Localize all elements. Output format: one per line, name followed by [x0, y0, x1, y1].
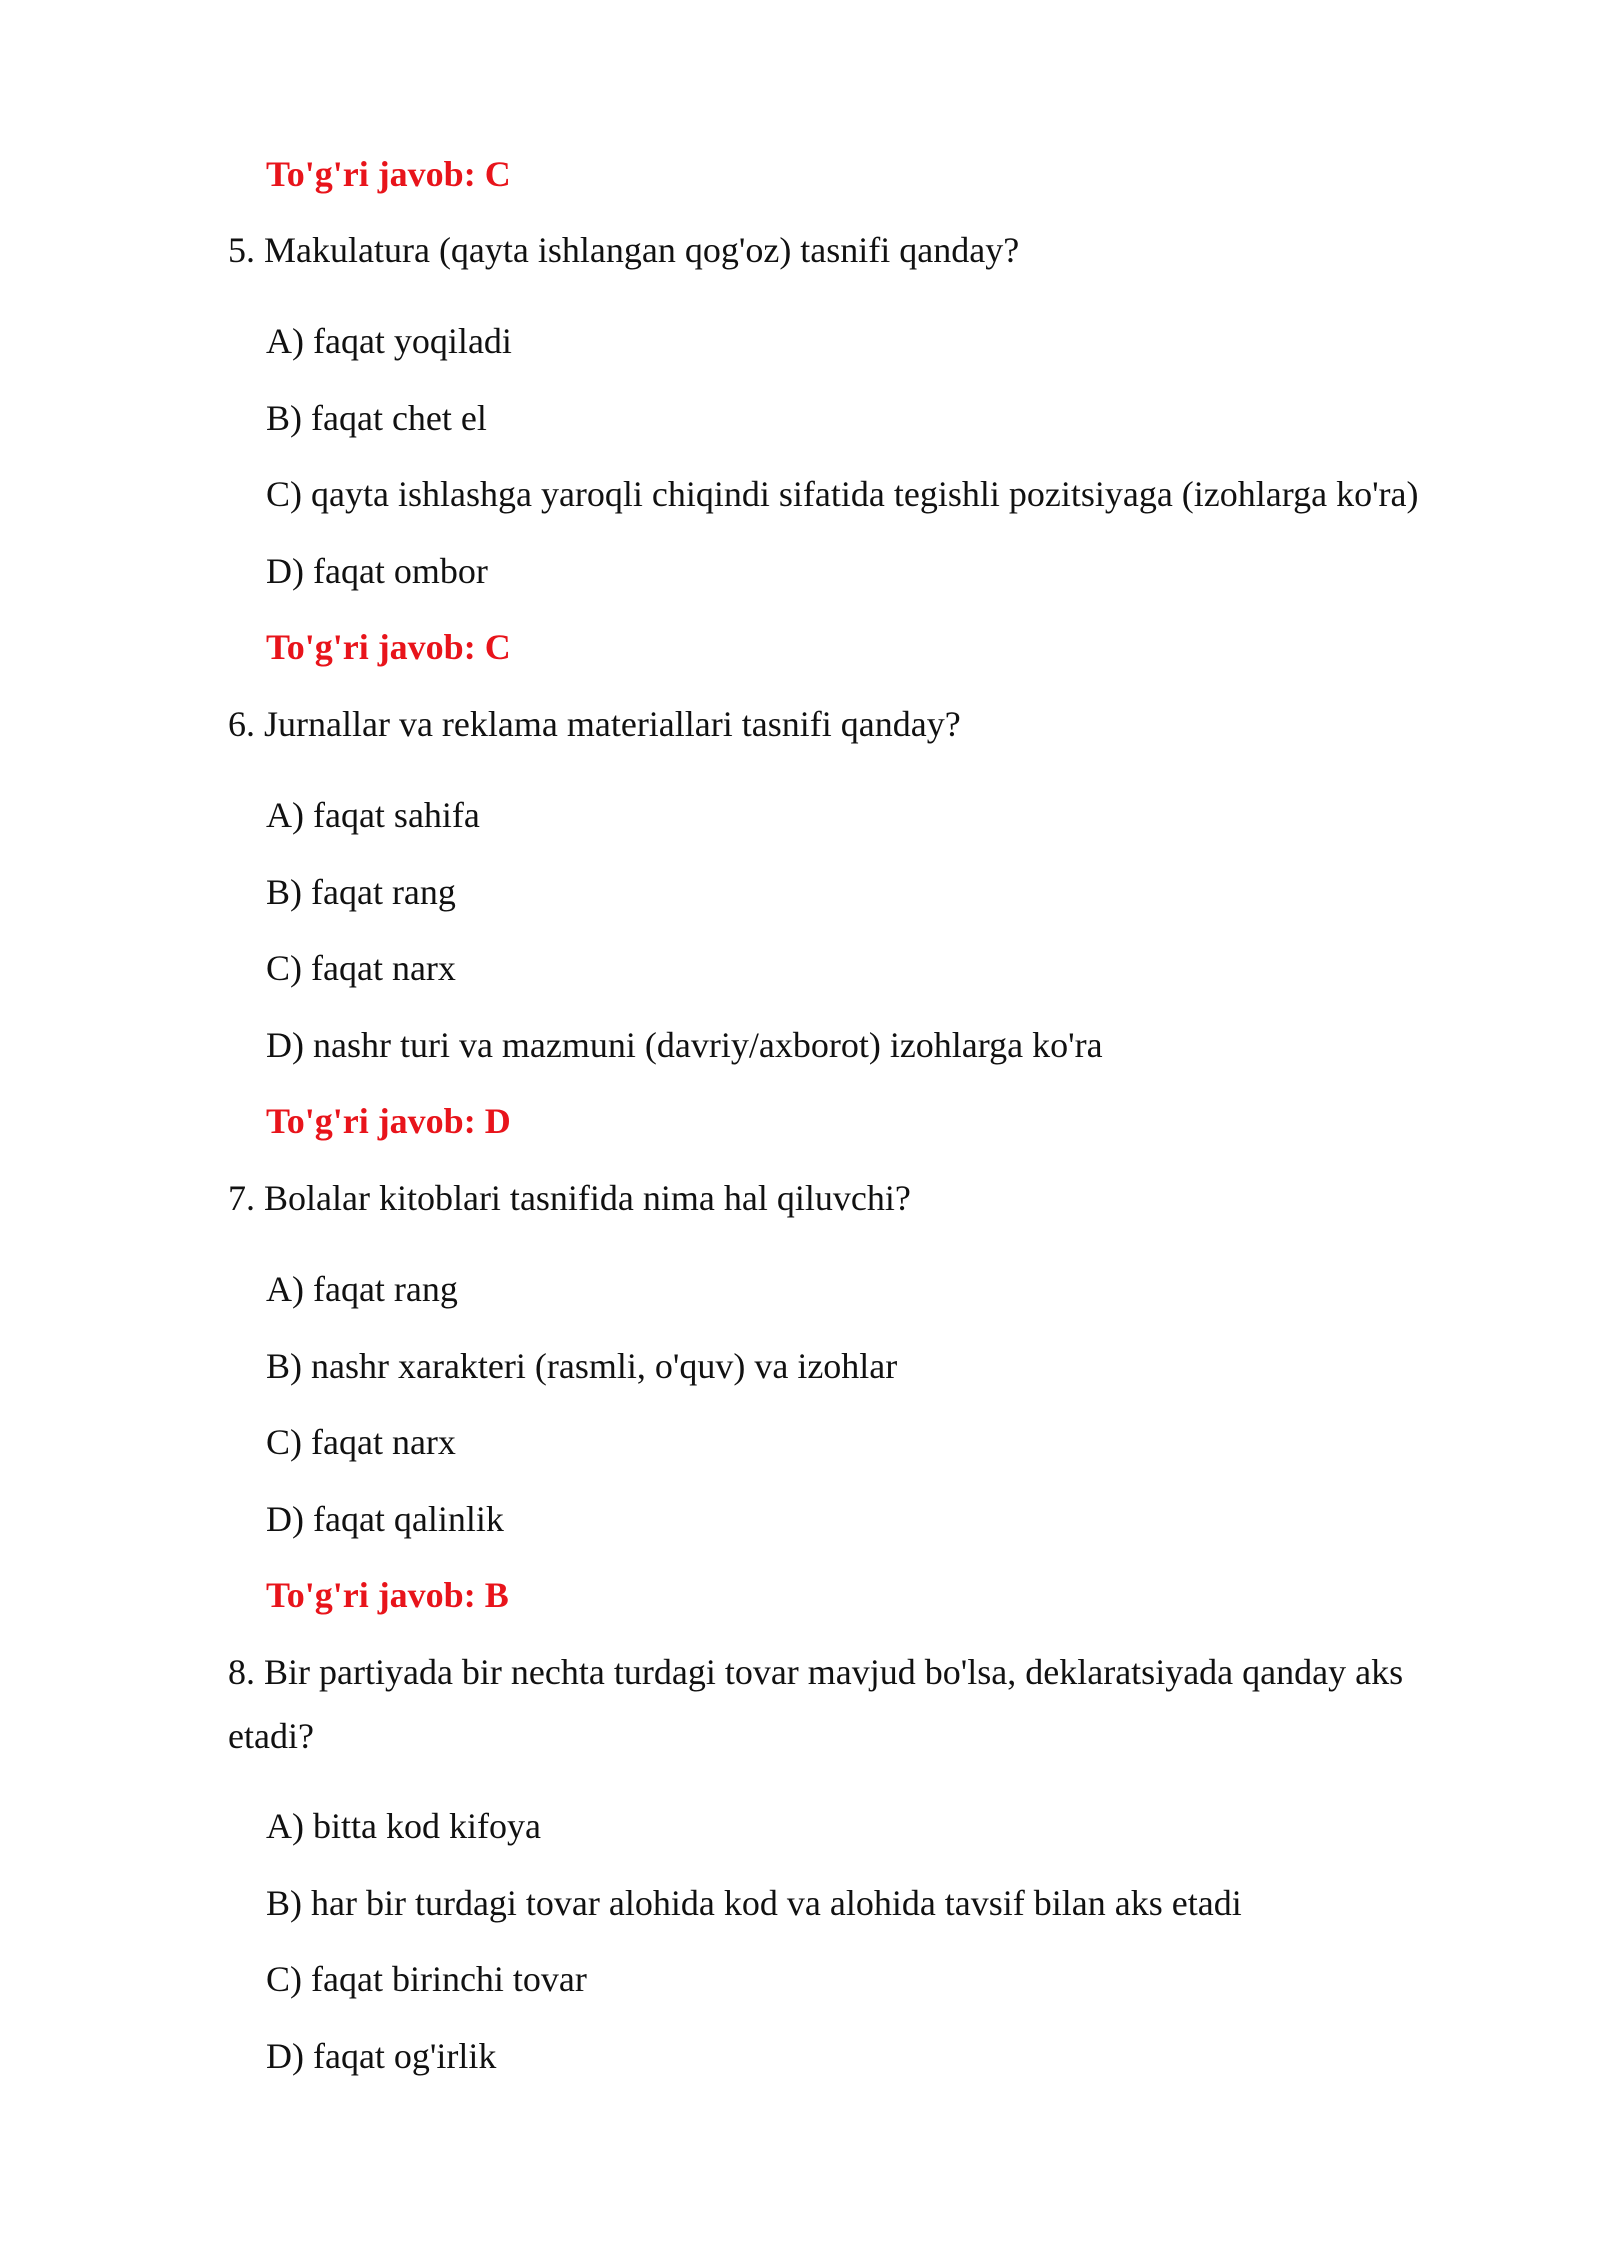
- q5-option-a: A) faqat yoqiladi: [266, 321, 512, 361]
- correct-answer-q7: To'g'ri javob: B: [266, 1575, 509, 1615]
- q7-option-c: C) faqat narx: [266, 1422, 456, 1462]
- q7-option-a: A) faqat rang: [266, 1269, 458, 1309]
- q7-option-d: D) faqat qalinlik: [266, 1499, 504, 1539]
- q8-option-c: C) faqat birinchi tovar: [266, 1959, 587, 1999]
- question-8: 8. Bir partiyada bir nechta turdagi tovar mavjud bo'lsa, deklaratsiyada qanday aks: [228, 1652, 1404, 1692]
- correct-answer-q5: To'g'ri javob: C: [266, 627, 511, 667]
- question-6: 6. Jurnallar va reklama materiallari tasnifi qanday?: [228, 704, 961, 744]
- q8-option-d: D) faqat og'irlik: [266, 2036, 497, 2076]
- q6-option-c: C) faqat narx: [266, 948, 456, 988]
- q7-option-b: B) nashr xarakteri (rasmli, o'quv) va izohlar: [266, 1346, 898, 1386]
- correct-answer-q4: To'g'ri javob: C: [266, 154, 511, 194]
- q6-option-a: A) faqat sahifa: [266, 795, 480, 835]
- q5-option-c: C) qayta ishlashga yaroqli chiqindi sifatida tegishli pozitsiyaga (izohlarga ko'ra): [266, 474, 1419, 514]
- question-5: 5. Makulatura (qayta ishlangan qog'oz) tasnifi qanday?: [228, 230, 1020, 270]
- q6-option-d: D) nashr turi va mazmuni (davriy/axborot) izohlarga ko'ra: [266, 1025, 1103, 1065]
- correct-answer-q6: To'g'ri javob: D: [266, 1101, 511, 1141]
- q8-option-a: A) bitta kod kifoya: [266, 1806, 541, 1846]
- q5-option-d: D) faqat ombor: [266, 551, 488, 591]
- q6-option-b: B) faqat rang: [266, 872, 456, 912]
- question-8-continued: etadi?: [228, 1716, 314, 1756]
- q8-option-b: B) har bir turdagi tovar alohida kod va alohida tavsif bilan aks etadi: [266, 1883, 1242, 1923]
- q5-option-b: B) faqat chet el: [266, 398, 487, 438]
- question-7: 7. Bolalar kitoblari tasnifida nima hal qiluvchi?: [228, 1178, 911, 1218]
